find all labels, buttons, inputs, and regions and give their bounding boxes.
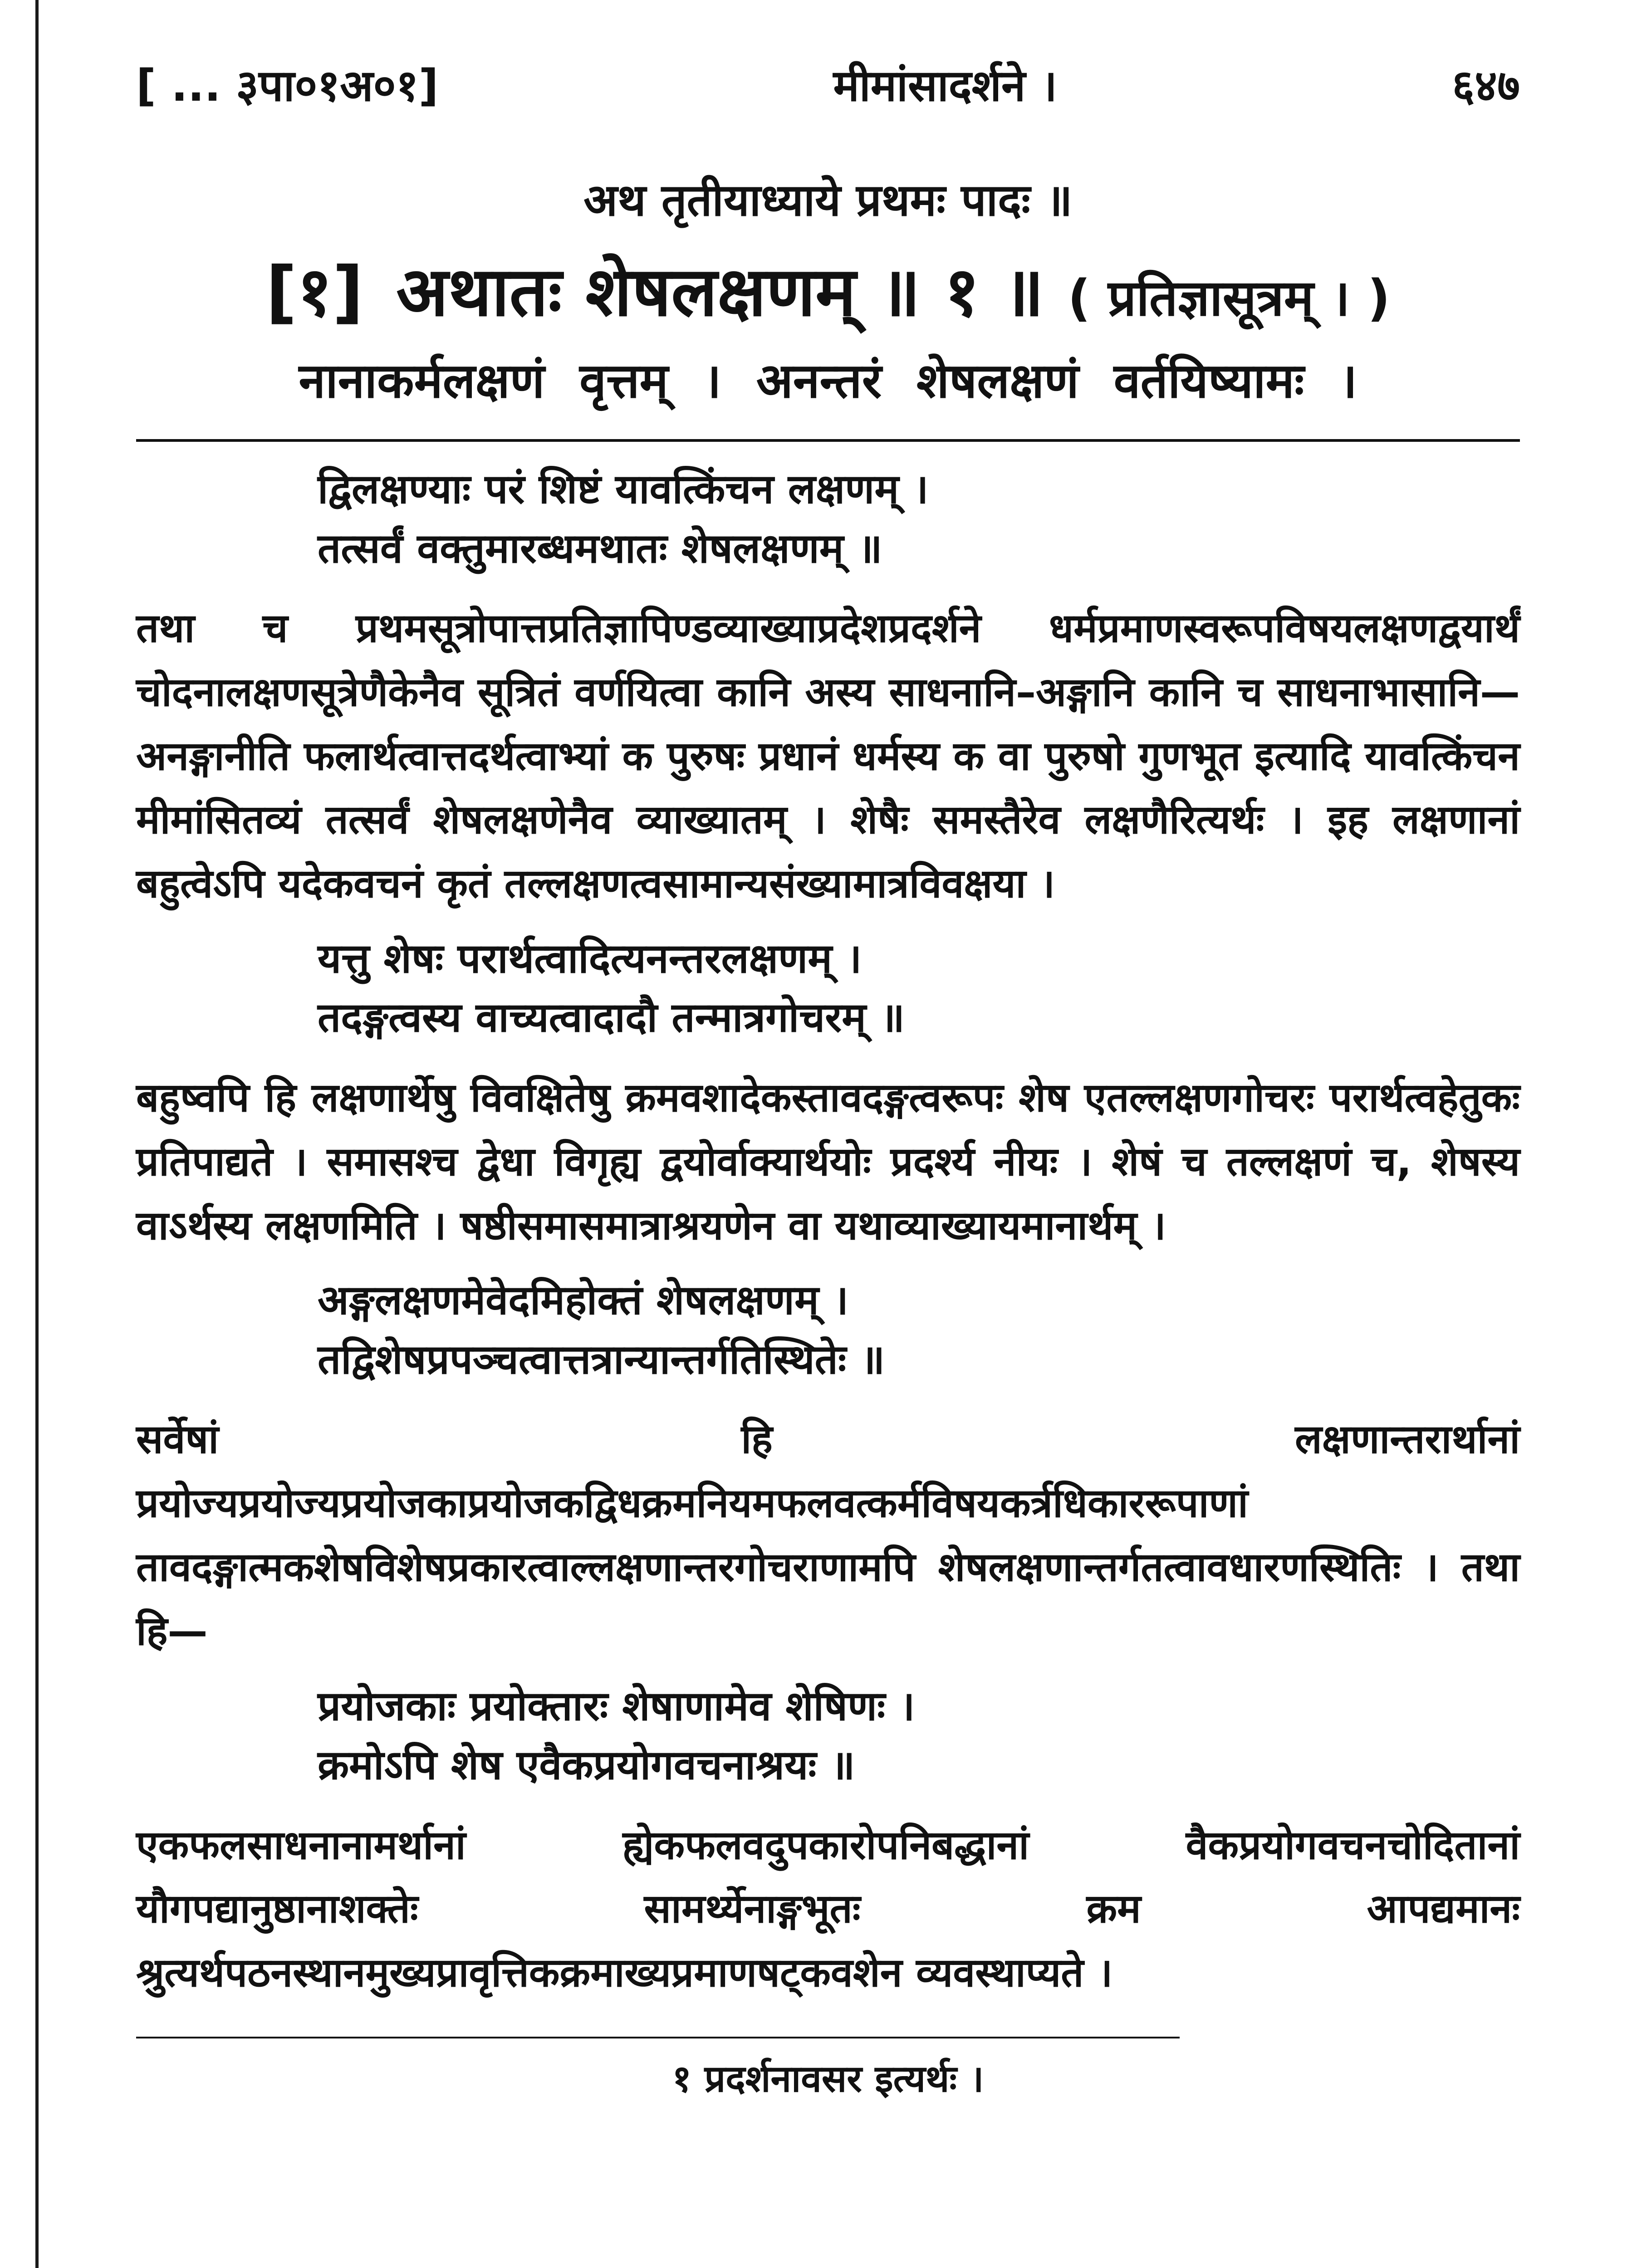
chapter-title: अथ तृतीयाध्याये प्रथमः पादः ॥ (583, 175, 1073, 226)
verse-line: अङ्गलक्षणमेवेदमिहोक्तं शेषलक्षणम् । (318, 1276, 849, 1325)
verse-4 (318, 1677, 1520, 1795)
commentary-paragraph-4: एकफलसाधनानामर्थानां ह्येकफलवदुपकारोपनिबद्धानां वैकप्रयोगवचनचोदितानां यौगपद्यानुष्ठानाशक्तेः सामर्थ्येनाङ्गभूतः क्रम आपद्यमानः श्रुत्यर्थपठनस्थानमुख्यप्रावृत्तिकक्रमाख्यप्रमाणषट्कवशेन व्यवस्थाप्यते । (136, 1821, 1520, 1996)
sutra-text: अथातः शेषलक्षणम् ॥ १ ॥ (396, 253, 1044, 332)
commentary-paragraph-1: तथा च प्रथमसूत्रोपात्तप्रतिज्ञापिण्डव्याख्याप्रदेशप्रदर्शने धर्मप्रमाणस्वरूपविषयलक्षणद्वयार्थं चोदनालक्षणसूत्रेणैकेनैव सूत्रितं वर्णयित्वा कानि अस्य साधनानि–अङ्गानि कानि च साधनाभासानि—अनङ्गानीति फलार्थत्वात्तदर्थत्वाभ्यां क पुरुषः प्रधानं धर्मस्य क वा पुरुषो गुणभूत इत्यादि यावत्किंचन मीमांसितव्यं तत्सर्वं शेषलक्षणेनैव व्याख्यातम् । शेषैः समस्तैरेव लक्षणैरित्यर्थः । इह लक्षणानां बहुत्वेऽपि यदेकवचनं कृतं तल्लक्षणत्वसामान्यसंख्यामात्रविवक्षया । (136, 605, 1520, 907)
section-divider (136, 439, 1520, 442)
summary-line: नानाकर्मलक्षणं वृत्तम् । अनन्तरं शेषलक्षणं वर्तयिष्यामः । (299, 353, 1357, 409)
sutra-note: ( प्रतिज्ञासूत्रम् । ) (1068, 269, 1391, 327)
verse-line: यत्तु शेषः परार्थत्वादित्यनन्तरलक्षणम् । (318, 934, 862, 982)
verse-line: प्रयोजकाः प्रयोक्तारः शेषाणामेव शेषिणः । (318, 1682, 915, 1730)
verse-line: तत्सर्वं वक्तुमारब्धमथातः शेषलक्षणम् ॥ (318, 524, 882, 572)
commentary-paragraph-3: सर्वेषां हि लक्षणान्तरार्थानां प्रयोज्यप्रयोज्यप्रयोजकाप्रयोजकद्विधक्रमनियमफलवत्कर्मविषयकर्त्रधिकाररूपाणां तावदङ्गात्मकशेषविशेषप्रकारत्वाल्लक्षणान्तरगोचराणामपि शेषलक्षणान्तर्गतत्वावधारणस्थितिः । तथा हि— (136, 1416, 1520, 1654)
verse-line: तदङ्गत्वस्य वाच्यत्वादादौ तन्मात्रगोचरम् ॥ (318, 994, 905, 1042)
page (136, 50, 1520, 2103)
footnote: १ प्रदर्शनावसर इत्यर्थः । (672, 2057, 984, 2101)
verse-line: द्विलक्षण्याः परं शिष्टं यावत्किंचन लक्षणम् । (318, 465, 929, 513)
verse-1 (318, 460, 1520, 578)
header-book-title: मीमांसादर्शने । (833, 60, 1058, 111)
verse-3 (318, 1271, 1520, 1389)
commentary-paragraph-2: बहुष्वपि हि लक्षणार्थेषु विवक्षितेषु क्रमवशादेकस्तावदङ्गत्वरूपः शेष एतल्लक्षणगोचरः परार्थत्वहेतुकः प्रतिपाद्यते । समासश्च द्वेधा विगृह्य द्वयोर्वाक्यार्थयोः प्रदर्श्य नीयः । शेषं च तल्लक्षणं च, शेषस्य वाऽर्थस्य लक्षणमिति । षष्ठीसमासमात्राश्रयणेन वा यथाव्याख्यायमानार्थम् । (136, 1074, 1520, 1249)
sutra-heading (136, 251, 1520, 333)
header-section-ref: [ ... ३पा०१अ०१] (136, 60, 439, 111)
verse-line: क्रमोऽपि शेष एवैकप्रयोगवचनाश्रयः ॥ (318, 1741, 855, 1789)
page-number: ६४७ (1452, 60, 1520, 111)
verse-line: तद्विशेषप्रपञ्चत्वात्तत्रान्यान्तर्गतिस्थितेः ॥ (318, 1335, 885, 1383)
footnote-divider (136, 2037, 1180, 2038)
sutra-number: [१] (265, 253, 364, 332)
verse-2 (318, 929, 1520, 1048)
running-header (136, 50, 1520, 118)
binding-edge-rule (35, 0, 39, 2268)
